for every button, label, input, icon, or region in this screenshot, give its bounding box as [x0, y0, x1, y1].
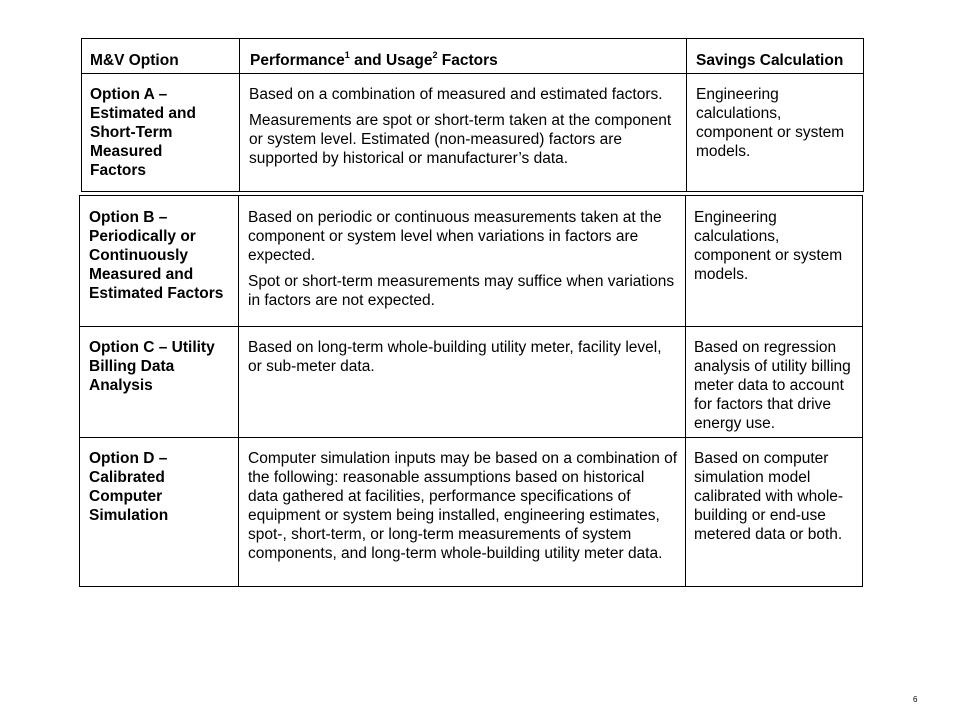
option-c-label: Option C – Utility Billing Data Analysis — [89, 339, 215, 394]
option-b-factors — [248, 208, 678, 310]
option-a-factors — [249, 85, 679, 168]
option-c-factor-para-1: Based on long-term whole-building utility meter, facility level, or sub-meter data. — [248, 339, 662, 375]
header-divider — [82, 73, 863, 74]
option-d-factors — [248, 449, 678, 563]
header-savings: Savings Calculation — [696, 52, 844, 69]
column-divider — [685, 196, 686, 586]
page-number: 6 — [913, 695, 918, 704]
footnote-2-marker: 2 — [432, 49, 438, 60]
option-b-factor-para-1: Based on periodic or continuous measurements taken at the component or system level when variations in factors are expected. — [248, 209, 662, 264]
option-c-factors — [248, 338, 673, 376]
row-divider — [80, 437, 862, 438]
option-a-savings: Engineering calculations, component or system models. — [696, 86, 845, 160]
option-b-label: Option B – Periodically or Continuously Measured and Estimated Factors — [89, 209, 224, 302]
option-a-factor-para-2: Measurements are spot or short-term taken at the component or system level. Estimated (non-measured) factors are supported by historical or manufacturer’s data. — [249, 112, 672, 167]
row-divider — [80, 326, 862, 327]
table-top-block — [81, 38, 864, 192]
option-b-factor-para-2: Spot or short-term measurements may suffice when variations in factors are not expected. — [248, 273, 675, 309]
option-c-savings: Based on regression analysis of utility billing meter data to account for factors that drive energy use. — [694, 339, 851, 432]
header-factors-text-1: Performance — [250, 52, 345, 69]
column-divider — [238, 196, 239, 586]
header-factors-text-3: Factors — [437, 52, 498, 69]
table-bottom-block — [79, 195, 863, 587]
option-d-label: Option D – Calibrated Computer Simulation — [89, 450, 169, 524]
header-factors-text-2: and Usage — [349, 52, 433, 69]
column-divider — [239, 39, 240, 191]
footnote-1-marker: 1 — [344, 49, 350, 60]
header-mv-option: M&V Option — [90, 52, 179, 69]
option-b-savings: Engineering calculations, component or system models. — [694, 209, 843, 283]
column-divider — [686, 39, 687, 191]
option-a-label: Option A – Estimated and Short-Term Measured Factors — [90, 86, 196, 179]
option-d-factor-para-1: Computer simulation inputs may be based on a combination of the following: reasonable assumptions based on historical data gathered at facilities, performance specifications of equipment or system being installed, engineering estimates, spot-, short-term, or long-term measurements of system components, and long-term whole-building utility meter data. — [248, 450, 678, 562]
option-a-factor-para-1: Based on a combination of measured and estimated factors. — [249, 86, 663, 103]
option-d-savings: Based on computer simulation model calibrated with whole-building or end-use metered data or both. — [694, 450, 844, 543]
header-factors — [250, 51, 498, 70]
